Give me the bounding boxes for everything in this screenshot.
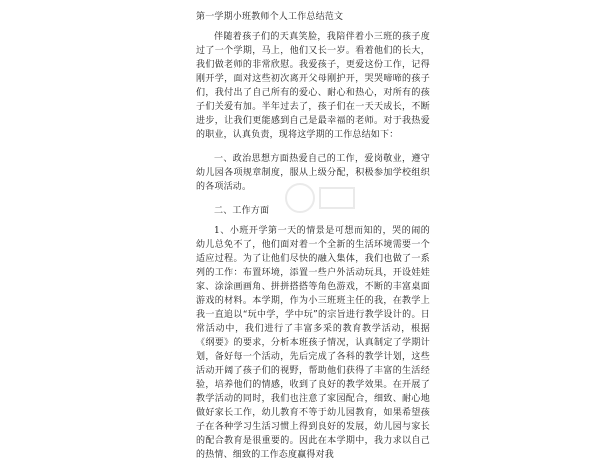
section-2-paragraph: 1、小班开学第一天的情景是可想而知的，哭的闹的幼儿总免不了，他们面对着一个全新的生活环境需要一个适应过程。为了让他们尽快的融入集体，我们也做了一系列的工作：布置环境，添置一些户外活动玩具，开设娃娃家、涂涂画画角、拼拼搭搭等角色游戏，不断的丰富桌面游戏的材料。本学期，作为小三班班主任的我，在教学上我一直追以“玩中学，学中玩”的宗旨进行教学设计的。日常活动中，我们进行了丰富多采的教育教学活动，根据《纲要》的要求，分析本班孩子情况，认真制定了学期计划，备好每一个活动，先后完成了各科的教学计划，这些活动开阔了孩子们的视野，帮助他们获得了丰富的生活经验，培养他们的情感，收到了良好的教学效果。在开展了教学活动的同时，我们也注意了家园配合，细致、耐心地做好家长工作，幼儿教育不等于幼儿园教育，如果希望孩子在各种学习生活习惯上得到良好的发展，幼儿园与家长的配合教育是很重要的。因此在本学期中，我力求以自己的热情、细致的工作态度赢得对我 [196, 226, 430, 460]
paragraph-spacer [196, 142, 430, 152]
document-body [196, 10, 430, 462]
section-2-heading: 二、工作方面 [214, 206, 270, 216]
paragraph-spacer [196, 194, 430, 204]
section-1-paragraph: 一、政治思想方面热爱自己的工作，爱岗敬业，遵守幼儿园各项规章制度，服从上级分配，积极参加学校组织的各项活动。 [196, 154, 430, 192]
intro-paragraph: 伴随着孩子们的天真笑脸，我陪伴着小三班的孩子度过了一个学期，马上，他们又长一岁。看着他们的长大，我们做老师的非常欣慰。我爱孩子，更爱这份工作，记得刚开学，面对这些初次离开父母刚护开，哭哭啼啼的孩子们，我付出了自己所有的爱心、耐心和热心，对所有的孩子们关爱有加。半年过去了，孩子们在一天天成长，不断进步，让我们更能感到自己是最幸福的老师。对于我热爱的职业，认真负责，现将这学期的工作总结如下： [196, 32, 430, 140]
document-title: 第一学期小班教师个人工作总结范文 [196, 12, 344, 22]
